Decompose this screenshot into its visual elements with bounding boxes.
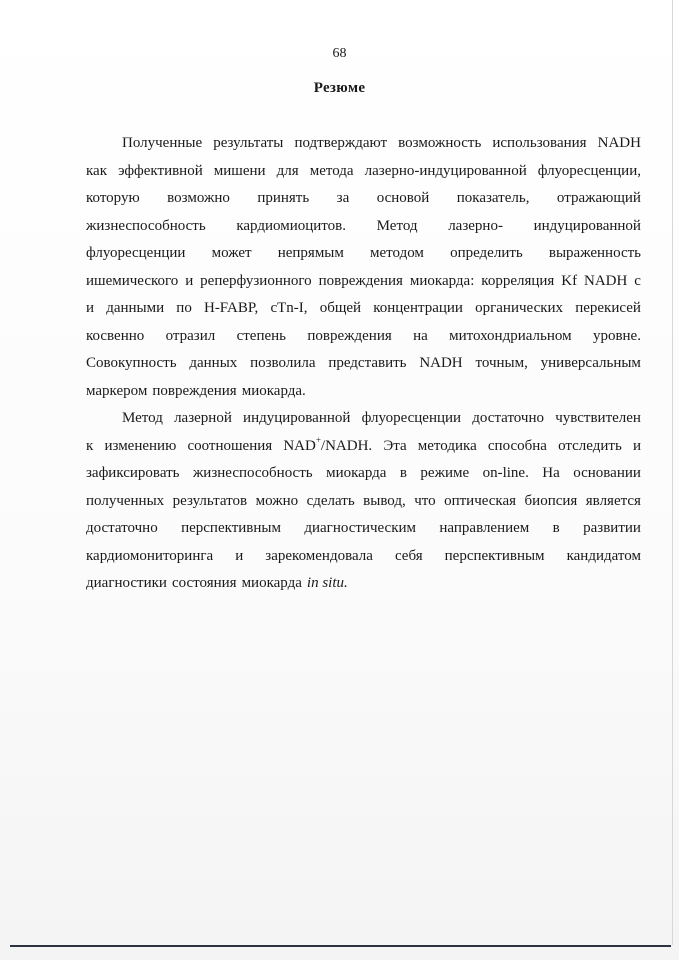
word: on-line. xyxy=(482,465,529,481)
word: возможно xyxy=(167,190,230,206)
word: жизнеспособность xyxy=(192,465,313,481)
word: На xyxy=(542,465,560,481)
word: и xyxy=(632,437,641,454)
word: перспективным xyxy=(181,520,281,536)
bottom-border xyxy=(10,945,671,947)
word: повреждения xyxy=(318,272,403,289)
word: повреждения xyxy=(307,327,392,344)
word: непрямым xyxy=(277,245,344,261)
word: митохондриальном xyxy=(449,327,572,344)
text-line xyxy=(86,515,641,543)
word: режиме xyxy=(420,465,470,481)
text-line xyxy=(86,130,641,158)
word: по xyxy=(176,300,192,316)
word: в xyxy=(552,520,560,536)
word: возможность xyxy=(398,135,482,151)
word: корреляция xyxy=(481,272,555,289)
word: метода xyxy=(309,162,354,179)
superscript: + xyxy=(315,434,321,445)
word: использования xyxy=(492,135,587,151)
word: себя xyxy=(394,547,423,564)
word: достаточно xyxy=(86,520,158,536)
word xyxy=(283,433,372,461)
word: повреждения xyxy=(152,382,237,399)
word: Совокупность xyxy=(86,355,177,371)
word: общей xyxy=(319,300,362,316)
word: методика xyxy=(417,437,477,454)
text-line xyxy=(86,433,641,461)
word: достаточно xyxy=(472,410,544,426)
word: маркером xyxy=(86,382,148,399)
word: на xyxy=(413,327,428,344)
word: представить xyxy=(328,355,407,371)
word: направлением xyxy=(439,520,530,536)
word: Эта xyxy=(383,437,407,454)
text-line xyxy=(86,378,641,406)
word: миокарда xyxy=(241,575,302,591)
text-line xyxy=(86,213,641,241)
page-edge-shadow xyxy=(672,0,673,945)
word: результатов xyxy=(172,492,248,509)
word: cTn-I, xyxy=(270,300,308,316)
word: биопсия xyxy=(524,492,578,509)
word: выраженность xyxy=(548,245,641,261)
text-line xyxy=(86,240,641,268)
word: основании xyxy=(573,465,641,481)
word: диагностическим xyxy=(304,520,417,536)
word: можно xyxy=(255,492,299,509)
page-number: 68 xyxy=(332,46,347,61)
word: косвенно xyxy=(86,327,145,344)
word: концентрации xyxy=(373,300,463,316)
word: данных xyxy=(189,355,238,371)
word: лазерно-индуцированной xyxy=(364,162,527,179)
word: в xyxy=(399,465,407,481)
text-line xyxy=(86,405,641,433)
word: жизнеспособность xyxy=(86,217,206,234)
word-part: /NADH. xyxy=(320,437,373,454)
word: является xyxy=(585,492,641,509)
paragraph-2 xyxy=(86,405,641,598)
word: перспективным xyxy=(444,547,545,564)
word-italic: in situ. xyxy=(306,575,348,591)
text-line xyxy=(86,158,641,186)
word: степень xyxy=(236,327,287,344)
text-line xyxy=(86,323,641,351)
word: вывод, xyxy=(363,492,406,509)
word: методом xyxy=(370,245,424,261)
word: флуоресценции xyxy=(361,410,462,426)
word: органических xyxy=(475,300,564,316)
word: Метод xyxy=(122,410,163,426)
word: универсальным xyxy=(540,355,641,371)
word: Kf xyxy=(561,272,578,289)
word: Метод xyxy=(376,217,418,234)
word: развитии xyxy=(583,520,641,536)
word: состояния xyxy=(171,575,237,591)
word: способна xyxy=(487,437,547,454)
word: кандидатом xyxy=(566,547,641,564)
word: показатель, xyxy=(456,190,530,206)
text-line xyxy=(86,488,641,516)
word: определить xyxy=(450,245,523,261)
word: миокарда. xyxy=(241,382,306,399)
word: реперфузионного xyxy=(200,272,312,289)
word: уровне. xyxy=(592,327,641,344)
word: позволила xyxy=(250,355,316,371)
word: как xyxy=(86,162,108,179)
word: изменению xyxy=(104,437,177,454)
word: зарекомендовала xyxy=(265,547,373,564)
text-line xyxy=(86,543,641,571)
word: сделать xyxy=(306,492,355,509)
word: которую xyxy=(86,190,140,206)
word: NADH xyxy=(419,355,463,371)
word: и xyxy=(185,272,194,289)
word: и xyxy=(235,547,244,564)
paragraph-1 xyxy=(86,130,641,405)
word: NADH xyxy=(584,272,628,289)
word: может xyxy=(211,245,252,261)
word: для xyxy=(276,162,299,179)
word-part: NAD xyxy=(283,437,316,454)
word: отследить xyxy=(558,437,622,454)
word: к xyxy=(86,437,94,454)
word: оптическая xyxy=(444,492,517,509)
word: точным, xyxy=(475,355,528,371)
word: данными xyxy=(106,300,165,316)
word: флуоресценции xyxy=(86,245,186,261)
word: за xyxy=(336,190,350,206)
word: H-FABP, xyxy=(203,300,259,316)
word: кардиомониторинга xyxy=(86,547,214,564)
document-body xyxy=(86,130,641,598)
word: ишемического xyxy=(86,272,179,289)
word: мишени xyxy=(213,162,266,179)
page-title: Резюме xyxy=(313,80,366,96)
word: и xyxy=(86,300,95,316)
word: NADH xyxy=(597,135,641,151)
text-line xyxy=(86,268,641,296)
word: Полученные xyxy=(122,135,203,151)
text-line xyxy=(86,185,641,213)
word: подтверждают xyxy=(294,135,388,151)
word: отражающий xyxy=(556,190,641,206)
word: лазерной xyxy=(174,410,232,426)
word: что xyxy=(414,492,436,509)
text-line xyxy=(86,295,641,323)
word: индуцированной xyxy=(243,410,351,426)
word: чувствителен xyxy=(555,410,641,426)
word: кардиомиоцитов. xyxy=(236,217,347,234)
word: диагностики xyxy=(86,575,167,591)
word: соотношения xyxy=(187,437,273,454)
word: принять xyxy=(257,190,310,206)
word: перекисей xyxy=(575,300,641,316)
word: основой xyxy=(376,190,430,206)
word: полученных xyxy=(86,492,165,509)
text-line xyxy=(86,350,641,378)
word: миокарда: xyxy=(409,272,475,289)
word: индуцированной xyxy=(533,217,641,234)
word: флуоресценции, xyxy=(537,162,641,179)
word: с xyxy=(634,272,641,289)
text-line xyxy=(86,570,641,598)
word: эффективной xyxy=(118,162,203,179)
word: лазерно- xyxy=(448,217,503,234)
word: миокарда xyxy=(326,465,387,481)
word: результаты xyxy=(213,135,284,151)
text-line xyxy=(86,460,641,488)
word: отразил xyxy=(165,327,216,344)
word: зафиксировать xyxy=(86,465,180,481)
